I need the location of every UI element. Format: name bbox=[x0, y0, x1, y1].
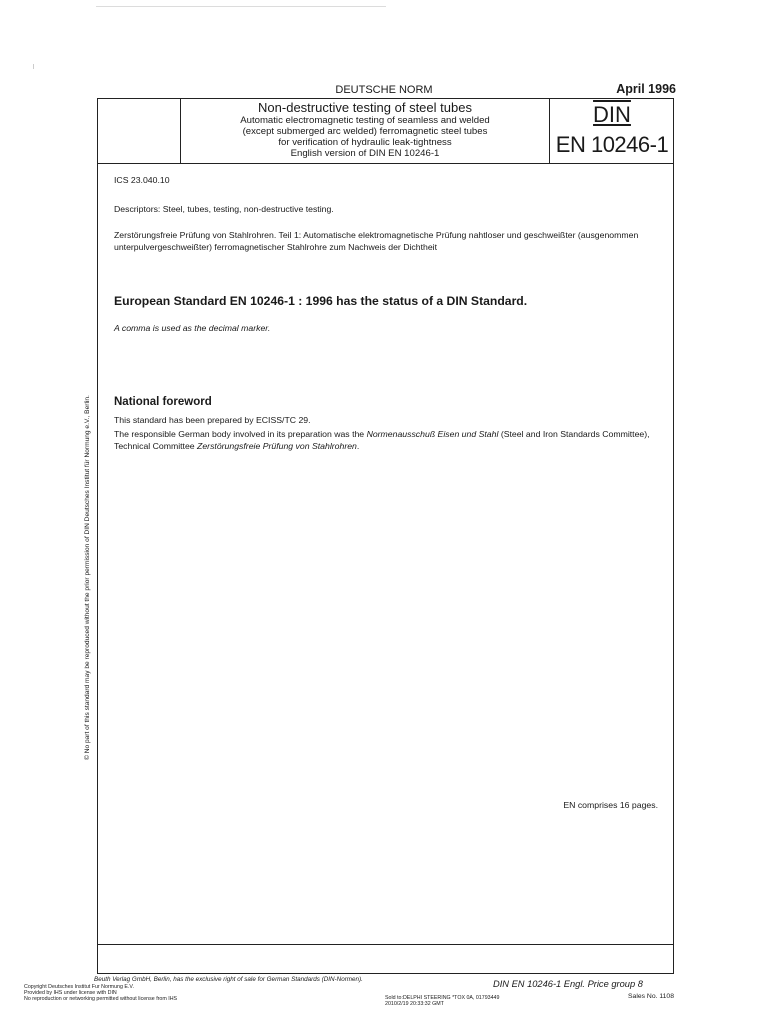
foreword-paragraph-1: This standard has been prepared by ECISS/TC 29. bbox=[114, 415, 311, 425]
german-title: Zerstörungsfreie Prüfung von Stahlrohren. Teil 1: Automatische elektromagnetische Prüfung nahtloser und geschweißter (ausgenommen unterpulvergeschweißter) ferromagnetischer Stahlrohre zum Nachweis der Dichtheit bbox=[114, 230, 639, 252]
foreword-paragraph-2 bbox=[114, 429, 662, 452]
title-subline: (except submerged arc welded) ferromagnetic steel tubes bbox=[242, 126, 488, 137]
footer-divider bbox=[97, 944, 674, 945]
sold-to-line: Sold to:DELPHI STEERING *TOX 0A, 01793449 bbox=[385, 995, 500, 1001]
publisher-note: Beuth Verlag GmbH, Berlin, has the exclusive right of sale for German Standards (DIN-Normen). bbox=[94, 976, 363, 983]
scan-speck bbox=[33, 64, 34, 69]
scan-speck bbox=[96, 6, 386, 7]
copyright-line: Copyright Deutsches Institut Fur Normung E.V. bbox=[24, 984, 134, 990]
foreword-heading: National foreword bbox=[114, 396, 212, 408]
issue-date: April 1996 bbox=[616, 82, 676, 96]
title-block bbox=[180, 98, 550, 164]
descriptors: Descriptors: Steel, tubes, testing, non-destructive testing. bbox=[114, 204, 334, 214]
din-logo-text: DIN bbox=[593, 102, 631, 127]
din-logo bbox=[550, 104, 674, 126]
title-subline: English version of DIN EN 10246-1 bbox=[290, 148, 440, 159]
document-code: DIN EN 10246-1 Engl. Price group 8 bbox=[493, 979, 643, 989]
sales-number: Sales No. 1108 bbox=[628, 993, 674, 1000]
ics-code: ICS 23.040.10 bbox=[114, 175, 170, 185]
copyright-line: No reproduction or networking permitted without license from IHS bbox=[24, 996, 178, 1003]
committee-name: Normenausschuß Eisen und Stahl bbox=[366, 429, 499, 439]
document-title: Non-destructive testing of steel tubes bbox=[258, 100, 472, 115]
norm-label: DEUTSCHE NORM bbox=[335, 84, 433, 96]
copyright-margin-note: © No part of this standard may be reproduced without the prior permission of DIN Deutsches Institut für Normung e.V., Berlin. bbox=[84, 395, 91, 760]
copyright-block bbox=[24, 984, 177, 1003]
foreword-text: The responsible German body involved in its preparation was the bbox=[114, 429, 367, 439]
page-count: EN comprises 16 pages. bbox=[563, 800, 658, 810]
title-subline: Automatic electromagnetic testing of seamless and welded bbox=[240, 115, 490, 126]
status-statement: European Standard EN 10246-1 : 1996 has the status of a DIN Standard. bbox=[114, 294, 528, 308]
sold-to-line: 2010/2/19 20:33:32 GMT bbox=[385, 1001, 444, 1008]
title-subline: for verification of hydraulic leak-tightness bbox=[278, 137, 452, 148]
copyright-line: Provided by IHS under license with DIN bbox=[24, 990, 117, 997]
sold-to-block bbox=[385, 995, 499, 1007]
technical-committee-name: Zerstörungsfreie Prüfung von Stahlrohren bbox=[197, 440, 357, 451]
decimal-note: A comma is used as the decimal marker. bbox=[114, 323, 271, 333]
foreword-text: . bbox=[356, 440, 360, 451]
standard-number: EN 10246-1 bbox=[555, 132, 669, 157]
foreword-text: (Steel and Iron Standards Committee), Technical Committee bbox=[114, 429, 650, 451]
